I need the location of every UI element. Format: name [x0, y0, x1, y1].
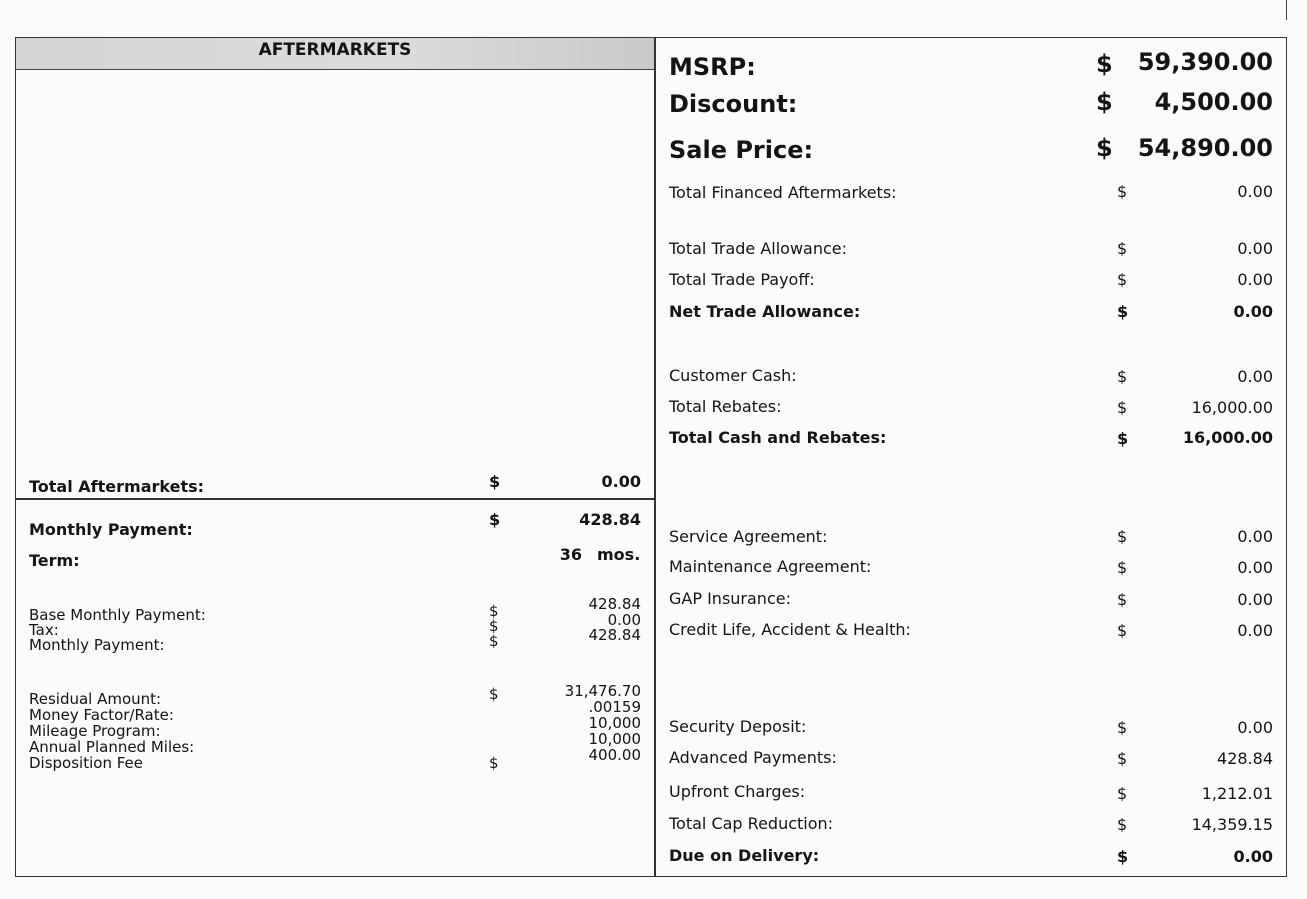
mileage-program-label: Mileage Program: — [29, 722, 161, 740]
security-deposit-value: 0.00 — [1237, 718, 1273, 737]
monthly-payment-sub-currency: $ — [489, 632, 499, 650]
advanced-payments-label: Advanced Payments: — [669, 748, 837, 767]
service-agreement-value: 0.00 — [1237, 527, 1273, 546]
msrp-label: MSRP: — [669, 53, 756, 81]
net-trade-currency: $ — [1117, 302, 1129, 321]
credit-life-currency: $ — [1117, 621, 1128, 640]
money-factor-label: Money Factor/Rate: — [29, 706, 174, 724]
column-divider — [654, 37, 656, 877]
discount-label: Discount: — [669, 90, 798, 118]
msrp-currency: $ — [1096, 50, 1113, 78]
trade-payoff-currency: $ — [1117, 270, 1128, 289]
annual-miles-label: Annual Planned Miles: — [29, 738, 195, 756]
monthly-payment-label: Monthly Payment: — [29, 520, 193, 539]
service-agreement-label: Service Agreement: — [669, 527, 828, 546]
disposition-fee-value: 400.00 — [588, 746, 641, 764]
total-cash-rebates-currency: $ — [1117, 429, 1129, 448]
residual-value: 31,476.70 — [564, 682, 641, 700]
trade-allowance-currency: $ — [1117, 239, 1128, 258]
residual-label: Residual Amount: — [29, 690, 162, 708]
financed-aftermarkets-label: Total Financed Aftermarkets: — [669, 183, 897, 202]
due-on-delivery-value: 0.00 — [1233, 847, 1273, 866]
disposition-fee-label: Disposition Fee — [29, 754, 143, 772]
total-aftermarkets-currency: $ — [489, 472, 501, 491]
total-rebates-label: Total Rebates: — [669, 397, 782, 416]
customer-cash-value: 0.00 — [1237, 367, 1273, 386]
sale-price-currency: $ — [1096, 134, 1113, 162]
total-aftermarkets-label: Total Aftermarkets: — [29, 477, 205, 496]
mileage-program-value: 10,000 — [588, 714, 641, 732]
total-rebates-value: 16,000.00 — [1191, 398, 1273, 417]
msrp-value: 59,390.00 — [1137, 48, 1273, 76]
net-trade-label: Net Trade Allowance: — [669, 302, 861, 321]
security-deposit-label: Security Deposit: — [669, 717, 807, 736]
annual-miles-value: 10,000 — [588, 730, 641, 748]
trade-payoff-value: 0.00 — [1237, 270, 1273, 289]
upfront-charges-label: Upfront Charges: — [669, 782, 806, 801]
discount-value: 4,500.00 — [1154, 88, 1273, 116]
total-cash-rebates-label: Total Cash and Rebates: — [669, 428, 887, 447]
net-trade-value: 0.00 — [1233, 302, 1273, 321]
financed-aftermarkets-value: 0.00 — [1237, 182, 1273, 201]
aftermarkets-title: AFTERMARKETS — [258, 40, 412, 60]
top-border-fragment — [1286, 0, 1287, 20]
monthly-payment-sub-label: Monthly Payment: — [29, 636, 165, 654]
trade-allowance-label: Total Trade Allowance: — [669, 239, 848, 258]
residual-currency: $ — [489, 685, 499, 703]
gap-insurance-currency: $ — [1117, 590, 1128, 609]
customer-cash-currency: $ — [1117, 367, 1128, 386]
due-on-delivery-label: Due on Delivery: — [669, 846, 820, 865]
total-aftermarkets-value: 0.00 — [601, 472, 641, 491]
maintenance-agreement-currency: $ — [1117, 558, 1128, 577]
due-on-delivery-currency: $ — [1117, 847, 1129, 866]
advanced-payments-currency: $ — [1117, 749, 1128, 768]
credit-life-label: Credit Life, Accident & Health: — [669, 620, 911, 639]
discount-currency: $ — [1096, 88, 1113, 116]
money-factor-value: .00159 — [588, 698, 641, 716]
trade-allowance-value: 0.00 — [1237, 239, 1273, 258]
base-monthly-currency: $ — [489, 602, 499, 620]
base-monthly-label: Base Monthly Payment: — [29, 606, 206, 624]
total-cap-reduction-value: 14,359.15 — [1191, 815, 1273, 834]
monthly-payment-currency: $ — [489, 510, 501, 529]
advanced-payments-value: 428.84 — [1217, 749, 1273, 768]
upfront-charges-value: 1,212.01 — [1201, 784, 1273, 803]
customer-cash-label: Customer Cash: — [669, 366, 797, 385]
gap-insurance-label: GAP Insurance: — [669, 589, 791, 608]
maintenance-agreement-label: Maintenance Agreement: — [669, 557, 872, 576]
total-cap-reduction-currency: $ — [1117, 815, 1128, 834]
tax-value: 0.00 — [607, 611, 641, 629]
monthly-payment-sub-value: 428.84 — [588, 626, 641, 644]
term-label: Term: — [29, 551, 80, 570]
total-cash-rebates-value: 16,000.00 — [1182, 428, 1273, 447]
term-unit: mos. — [597, 545, 641, 564]
base-monthly-value: 428.84 — [588, 595, 641, 613]
credit-life-value: 0.00 — [1237, 621, 1273, 640]
aftermarkets-separator — [16, 498, 654, 500]
upfront-charges-currency: $ — [1117, 784, 1128, 803]
tax-label: Tax: — [29, 621, 59, 639]
deal-worksheet-frame — [15, 37, 1287, 877]
total-cap-reduction-label: Total Cap Reduction: — [669, 814, 834, 833]
sale-price-value: 54,890.00 — [1137, 134, 1273, 162]
total-rebates-currency: $ — [1117, 398, 1128, 417]
tax-currency: $ — [489, 617, 499, 635]
disposition-fee-currency: $ — [489, 754, 499, 772]
financed-aftermarkets-currency: $ — [1117, 182, 1128, 201]
monthly-payment-value: 428.84 — [579, 510, 641, 529]
maintenance-agreement-value: 0.00 — [1237, 558, 1273, 577]
service-agreement-currency: $ — [1117, 527, 1128, 546]
trade-payoff-label: Total Trade Payoff: — [669, 270, 815, 289]
term-value: 36 — [559, 545, 582, 564]
gap-insurance-value: 0.00 — [1237, 590, 1273, 609]
sale-price-label: Sale Price: — [669, 136, 814, 164]
security-deposit-currency: $ — [1117, 718, 1128, 737]
